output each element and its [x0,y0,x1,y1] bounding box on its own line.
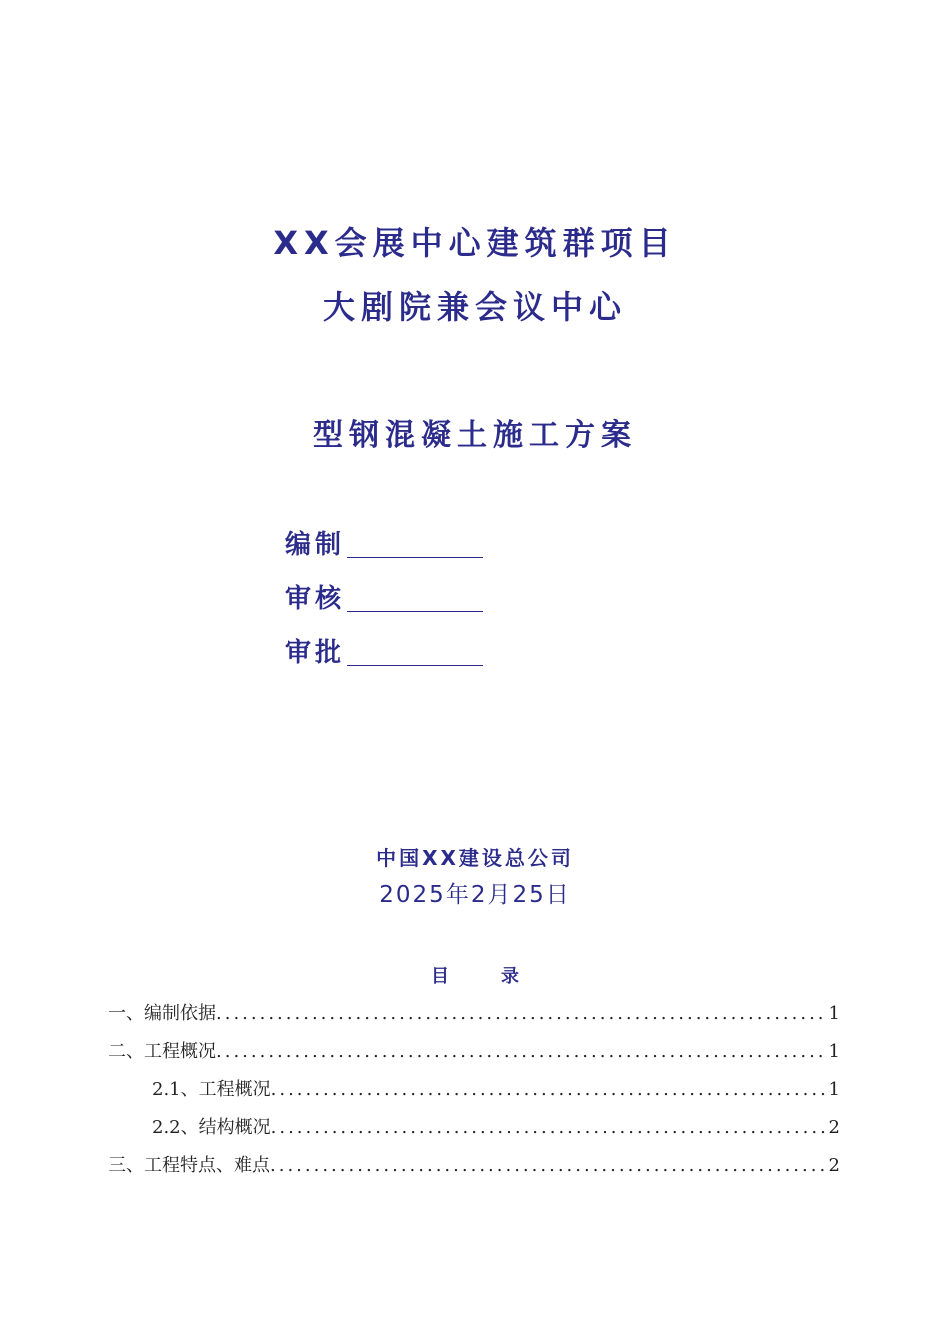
toc-leader-dots [271,1077,827,1103]
project-title: XX会展中心建筑群项目 [273,224,677,262]
sign-row-compiler [285,522,483,562]
plan-title: 型钢混凝土施工方案 [313,418,637,453]
sign-row-reviewer [285,576,483,616]
toc-page-number: 1 [828,1041,840,1062]
toc-subentry[interactable] [152,1077,840,1103]
toc-leader-dots [216,1039,827,1065]
toc-heading-char-1: 目 [431,966,449,987]
sign-label-compiler: 编制 [285,530,346,560]
toc-page-number: 1 [828,1003,840,1024]
sign-label-reviewer: 审核 [285,584,346,614]
sign-line-approver [347,664,483,666]
sign-line-reviewer [347,610,483,612]
toc-entry[interactable] [108,1153,840,1179]
toc-page-number: 1 [828,1079,840,1100]
toc-entry[interactable] [108,1039,840,1065]
toc-entry-text: 二、工程概况 [108,1041,216,1062]
toc-entry[interactable] [108,1001,840,1027]
toc-leader-dots [270,1153,827,1179]
sign-line-compiler [347,556,483,558]
sign-row-approver [285,630,483,670]
sign-label-approver: 审批 [285,638,346,668]
toc-page-number: 2 [828,1117,840,1138]
toc-heading-char-2: 录 [501,966,519,987]
company-name: 中国XX建设总公司 [376,846,574,870]
toc-page-number: 2 [828,1155,840,1176]
project-subtitle: 大剧院兼会议中心 [322,288,627,326]
toc-heading [0,962,950,988]
toc-entry-text: 2.1、工程概况 [152,1079,271,1100]
toc-subentry[interactable] [152,1115,840,1141]
toc-entry-text: 三、工程特点、难点 [108,1155,270,1176]
toc-entry-text: 2.2、结构概况 [152,1117,271,1138]
toc-entry-text: 一、编制依据 [108,1003,216,1024]
toc-leader-dots [271,1115,827,1141]
toc-leader-dots [216,1001,827,1027]
document-date: 2025年2月25日 [379,882,571,908]
